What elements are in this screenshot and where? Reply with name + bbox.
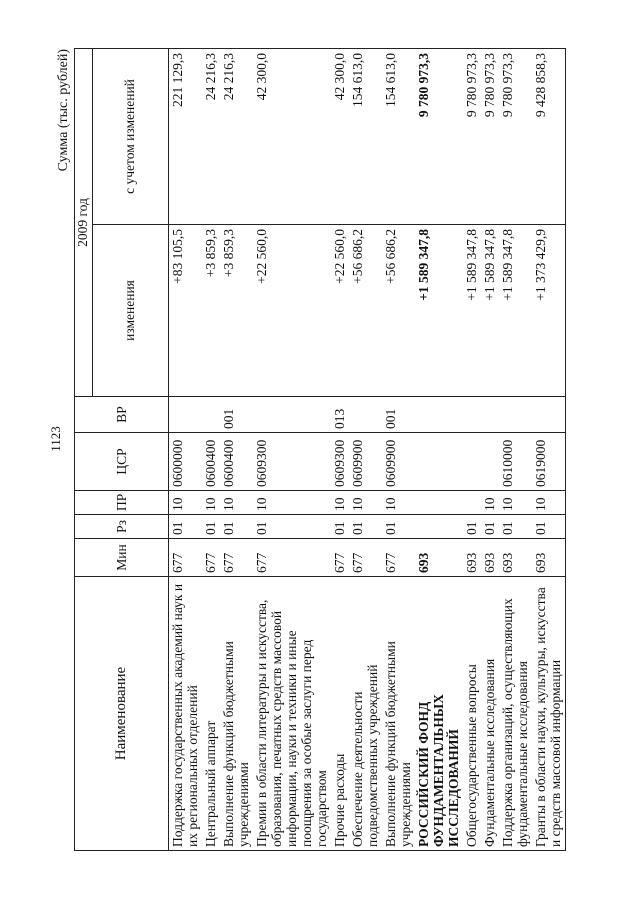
row-rz: 01 — [202, 515, 220, 539]
table-row — [415, 49, 463, 851]
row-rz: 01 — [253, 515, 331, 539]
row-vr — [463, 397, 481, 433]
row-rz: 01 — [463, 515, 481, 539]
row-rz — [415, 515, 463, 539]
row-pr — [463, 491, 481, 515]
row-vr: 013 — [331, 397, 349, 433]
row-vr — [349, 397, 382, 433]
row-total: 221 129,3 — [169, 49, 203, 225]
row-total: 9 780 973,3 — [499, 49, 532, 225]
row-total: 154 613,0 — [349, 49, 382, 225]
row-csr — [415, 433, 463, 491]
table-row — [349, 49, 382, 851]
row-vr — [532, 397, 566, 433]
row-csr: 0609300 — [331, 433, 349, 491]
row-min: 693 — [463, 539, 481, 577]
row-rz: 01 — [331, 515, 349, 539]
table-row — [253, 49, 331, 851]
row-changes: +1 589 347,8 — [415, 225, 463, 397]
row-changes: +83 105,5 — [169, 225, 203, 397]
row-total: 9 780 973,3 — [415, 49, 463, 225]
row-min: 693 — [415, 539, 463, 577]
row-pr: 10 — [532, 491, 566, 515]
row-changes: +56 686,2 — [382, 225, 415, 397]
header-year: 2009 год — [75, 49, 93, 397]
row-pr: 10 — [481, 491, 499, 515]
row-min: 693 — [532, 539, 566, 577]
row-min: 693 — [499, 539, 532, 577]
row-csr: 0619000 — [532, 433, 566, 491]
page-number: 1123 — [48, 426, 63, 452]
row-rz: 01 — [220, 515, 253, 539]
row-changes: +1 373 429,9 — [532, 225, 566, 397]
row-pr: 10 — [220, 491, 253, 515]
rotated-page — [52, 49, 602, 851]
row-total: 42 300,0 — [331, 49, 349, 225]
row-changes: +3 859,3 — [220, 225, 253, 397]
row-min: 677 — [349, 539, 382, 577]
row-total: 154 613,0 — [382, 49, 415, 225]
row-changes: +1 589 347,8 — [481, 225, 499, 397]
row-csr: 0600400 — [220, 433, 253, 491]
table-row — [463, 49, 481, 851]
row-rz: 01 — [382, 515, 415, 539]
row-name: Центральный аппарат — [202, 577, 220, 851]
row-csr: 0609900 — [349, 433, 382, 491]
row-vr — [415, 397, 463, 433]
row-pr — [415, 491, 463, 515]
row-name: Общегосударственные вопросы — [463, 577, 481, 851]
row-pr: 10 — [499, 491, 532, 515]
row-min: 677 — [253, 539, 331, 577]
table-row — [481, 49, 499, 851]
row-pr: 10 — [349, 491, 382, 515]
header-with-changes: с учетом изменений — [93, 49, 169, 225]
row-changes: +22 560,0 — [253, 225, 331, 397]
header-min: Мин — [75, 539, 169, 577]
table-row — [532, 49, 566, 851]
table-body — [169, 49, 566, 851]
row-name: Обеспечение деятельности подведомственных учреждений — [349, 577, 382, 851]
row-pr: 10 — [169, 491, 203, 515]
row-name: Прочие расходы — [331, 577, 349, 851]
row-min: 693 — [481, 539, 499, 577]
row-name: Поддержка организаций, осуществляющих фундаментальные исследования — [499, 577, 532, 851]
row-min: 677 — [202, 539, 220, 577]
row-csr — [481, 433, 499, 491]
header-changes: изменения — [93, 225, 169, 397]
row-min: 677 — [169, 539, 203, 577]
row-csr: 0600000 — [169, 433, 203, 491]
row-csr: 0610000 — [499, 433, 532, 491]
row-pr: 10 — [382, 491, 415, 515]
row-rz: 01 — [169, 515, 203, 539]
table-row — [382, 49, 415, 851]
row-csr: 0600400 — [202, 433, 220, 491]
row-name: Гранты в области науки, культуры, искусства и средств массовой информации — [532, 577, 566, 851]
row-changes: +3 859,3 — [202, 225, 220, 397]
row-rz: 01 — [532, 515, 566, 539]
row-rz: 01 — [499, 515, 532, 539]
row-min: 677 — [220, 539, 253, 577]
row-csr: 0609300 — [253, 433, 331, 491]
table-row — [169, 49, 203, 851]
row-pr: 10 — [331, 491, 349, 515]
table-row — [220, 49, 253, 851]
row-total: 9 780 973,3 — [463, 49, 481, 225]
row-name: Выполнение функций бюджетными учреждениями — [220, 577, 253, 851]
row-vr: 001 — [382, 397, 415, 433]
row-vr — [499, 397, 532, 433]
row-vr — [202, 397, 220, 433]
row-total: 24 216,3 — [202, 49, 220, 225]
units-note: Сумма (тыс. рублей) — [56, 49, 71, 172]
row-vr — [481, 397, 499, 433]
row-min: 677 — [331, 539, 349, 577]
row-name: Фундаментальные исследования — [481, 577, 499, 851]
row-rz: 01 — [349, 515, 382, 539]
header-name: Наименование — [75, 577, 169, 851]
table-row — [202, 49, 220, 851]
row-changes: +56 686,2 — [349, 225, 382, 397]
header-rz: Рз — [75, 515, 169, 539]
row-vr: 001 — [220, 397, 253, 433]
row-total: 9 780 973,3 — [481, 49, 499, 225]
row-pr: 10 — [253, 491, 331, 515]
row-vr — [253, 397, 331, 433]
row-name: Премии в области литературы и искусства, образования, печатных средств массовой информации, науки и техники и иные поощрения за особые заслуги перед государством — [253, 577, 331, 851]
row-pr: 10 — [202, 491, 220, 515]
table-row — [499, 49, 532, 851]
header-csr: ЦСР — [75, 433, 169, 491]
row-changes: +1 589 347,8 — [463, 225, 481, 397]
row-csr — [463, 433, 481, 491]
row-vr — [169, 397, 203, 433]
row-name: Выполнение функций бюджетными учреждениями — [382, 577, 415, 851]
row-total: 9 428 858,3 — [532, 49, 566, 225]
row-name: Поддержка государственных академий наук и их региональных отделений — [169, 577, 203, 851]
row-min: 677 — [382, 539, 415, 577]
row-total: 24 216,3 — [220, 49, 253, 225]
row-rz: 01 — [481, 515, 499, 539]
row-changes: +1 589 347,8 — [499, 225, 532, 397]
row-total: 42 300,0 — [253, 49, 331, 225]
header-vr: ВР — [75, 397, 169, 433]
table-row — [331, 49, 349, 851]
budget-table — [74, 48, 566, 851]
row-csr: 0609900 — [382, 433, 415, 491]
row-name: РОССИЙСКИЙ ФОНД ФУНДАМЕНТАЛЬНЫХ ИССЛЕДОВАНИЙ — [415, 577, 463, 851]
header-pr: ПР — [75, 491, 169, 515]
row-changes: +22 560,0 — [331, 225, 349, 397]
